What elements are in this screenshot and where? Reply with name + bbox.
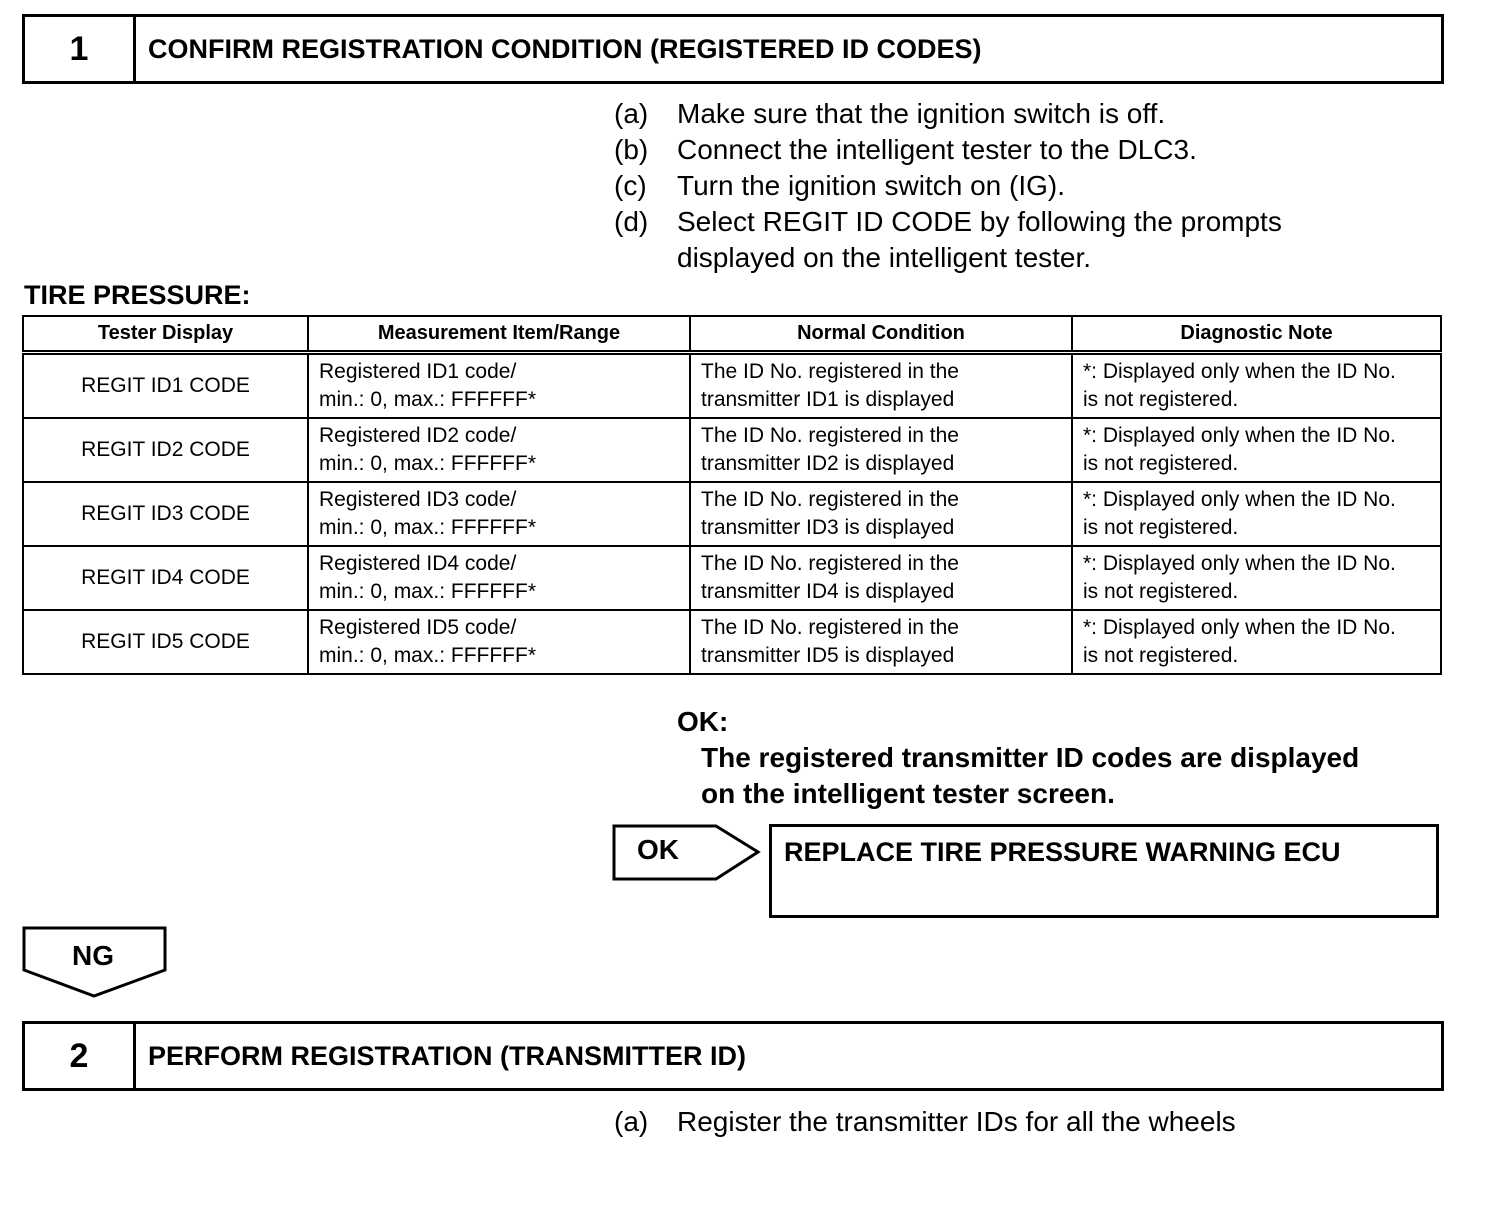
step-2-instructions <box>614 1104 1236 1140</box>
instruction-label: (c) <box>614 170 647 201</box>
cell-line: Registered ID1 code/ <box>319 360 517 383</box>
cell-line: The ID No. registered in the <box>701 360 959 383</box>
ok-result-line: on the intelligent tester screen. <box>701 778 1115 809</box>
instruction-text: Make sure that the ignition switch is off. <box>677 98 1166 129</box>
tester-display-cell: REGIT ID4 CODE <box>23 546 308 610</box>
cell-line: *: Displayed only when the ID No. <box>1083 424 1396 447</box>
instruction-text <box>677 204 1282 276</box>
cell-line: Registered ID5 code/ <box>319 616 517 639</box>
cell-line: The ID No. registered in the <box>701 424 959 447</box>
cell-line: Registered ID2 code/ <box>319 424 517 447</box>
section-label: TIRE PRESSURE: <box>24 280 251 310</box>
diagnostic-note-cell <box>1072 353 1441 419</box>
cell-line: min.: 0, max.: FFFFFF* <box>319 644 537 667</box>
cell-line: is not registered. <box>1083 580 1239 603</box>
ok-arrow-icon <box>612 824 762 884</box>
diagnostic-note-cell <box>1072 418 1441 482</box>
step-number: 1 <box>25 17 136 81</box>
table-row <box>23 546 1441 610</box>
tester-display-cell: REGIT ID5 CODE <box>23 610 308 674</box>
tire-pressure-table <box>22 315 1442 675</box>
replace-ecu-action-box: REPLACE TIRE PRESSURE WARNING ECU <box>769 824 1439 918</box>
tester-display-cell: REGIT ID3 CODE <box>23 482 308 546</box>
tester-display-cell: REGIT ID1 CODE <box>23 353 308 419</box>
table-row <box>23 610 1441 674</box>
cell-line: min.: 0, max.: FFFFFF* <box>319 452 537 475</box>
table-row <box>23 353 1441 419</box>
cell-line: min.: 0, max.: FFFFFF* <box>319 580 537 603</box>
instruction-item <box>614 1104 1236 1140</box>
measurement-cell <box>308 482 690 546</box>
table-header-row <box>23 316 1441 353</box>
ok-branch-label: OK <box>637 834 679 865</box>
instruction-item <box>614 96 1282 132</box>
cell-line: transmitter ID3 is displayed <box>701 516 955 539</box>
ng-branch-label: NG <box>72 940 114 971</box>
instruction-item <box>614 204 1282 276</box>
instruction-item <box>614 168 1282 204</box>
ok-result-line: The registered transmitter ID codes are displayed <box>701 742 1360 773</box>
cell-line: is not registered. <box>1083 452 1239 475</box>
measurement-cell <box>308 418 690 482</box>
instruction-label: (a) <box>614 98 649 129</box>
step-number: 2 <box>25 1024 136 1088</box>
cell-line: The ID No. registered in the <box>701 488 959 511</box>
diagnostic-note-cell <box>1072 546 1441 610</box>
cell-line: min.: 0, max.: FFFFFF* <box>319 516 537 539</box>
step-1-header <box>22 14 1444 84</box>
cell-line: *: Displayed only when the ID No. <box>1083 488 1396 511</box>
cell-line: *: Displayed only when the ID No. <box>1083 552 1396 575</box>
cell-line: The ID No. registered in the <box>701 616 959 639</box>
instruction-line: displayed on the intelligent tester. <box>677 242 1092 273</box>
ok-result-label: OK: <box>677 706 729 737</box>
table-row <box>23 482 1441 546</box>
normal-condition-cell <box>690 482 1072 546</box>
instruction-line: Select REGIT ID CODE by following the prompts <box>677 206 1282 237</box>
cell-line: transmitter ID2 is displayed <box>701 452 955 475</box>
column-header: Tester Display <box>23 316 308 353</box>
diagnostic-note-cell <box>1072 482 1441 546</box>
instruction-label: (d) <box>614 206 649 237</box>
instruction-text: Register the transmitter IDs for all the wheels <box>677 1106 1236 1137</box>
step-title: CONFIRM REGISTRATION CONDITION (REGISTERED ID CODES) <box>148 33 982 64</box>
column-header: Measurement Item/Range <box>308 316 690 353</box>
measurement-cell <box>308 546 690 610</box>
instruction-text: Connect the intelligent tester to the DLC3. <box>677 134 1197 165</box>
cell-line: transmitter ID4 is displayed <box>701 580 955 603</box>
cell-line: transmitter ID5 is displayed <box>701 644 955 667</box>
tester-display-cell: REGIT ID2 CODE <box>23 418 308 482</box>
instruction-item <box>614 132 1282 168</box>
normal-condition-cell <box>690 353 1072 419</box>
diagnostic-note-cell <box>1072 610 1441 674</box>
cell-line: is not registered. <box>1083 516 1239 539</box>
cell-line: min.: 0, max.: FFFFFF* <box>319 388 537 411</box>
step-title: PERFORM REGISTRATION (TRANSMITTER ID) <box>148 1040 746 1071</box>
normal-condition-cell <box>690 418 1072 482</box>
cell-line: transmitter ID1 is displayed <box>701 388 955 411</box>
step-1-instructions <box>614 96 1282 276</box>
normal-condition-cell <box>690 610 1072 674</box>
cell-line: is not registered. <box>1083 388 1239 411</box>
table-row <box>23 418 1441 482</box>
cell-line: Registered ID4 code/ <box>319 552 517 575</box>
measurement-cell <box>308 353 690 419</box>
measurement-cell <box>308 610 690 674</box>
instruction-label: (a) <box>614 1106 649 1137</box>
step-2-header <box>22 1021 1444 1091</box>
ok-result <box>677 704 1359 812</box>
column-header: Normal Condition <box>690 316 1072 353</box>
cell-line: *: Displayed only when the ID No. <box>1083 360 1396 383</box>
cell-line: Registered ID3 code/ <box>319 488 517 511</box>
cell-line: *: Displayed only when the ID No. <box>1083 616 1396 639</box>
normal-condition-cell <box>690 546 1072 610</box>
column-header: Diagnostic Note <box>1072 316 1441 353</box>
instruction-text: Turn the ignition switch on (IG). <box>677 170 1066 201</box>
cell-line: The ID No. registered in the <box>701 552 959 575</box>
cell-line: is not registered. <box>1083 644 1239 667</box>
instruction-label: (b) <box>614 134 649 165</box>
